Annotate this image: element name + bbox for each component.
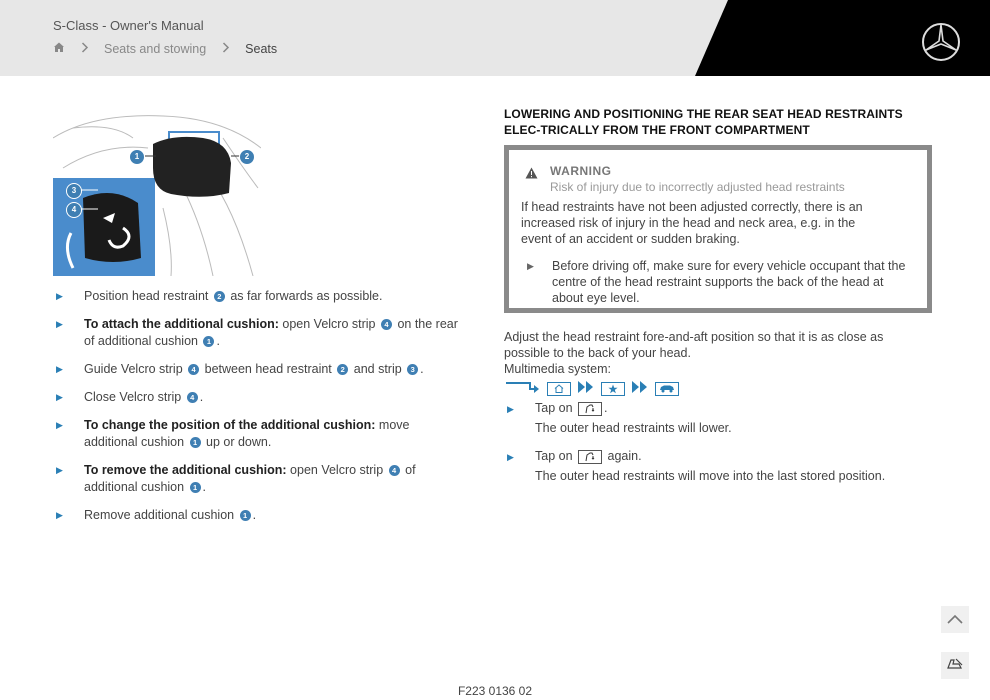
bullet-arrow-icon: ▶ — [56, 364, 63, 374]
warning-subtitle: Risk of injury due to incorrectly adjusted head restraints — [550, 180, 845, 194]
callout-4: 4 — [66, 202, 82, 218]
step-text: up or down. — [202, 435, 272, 449]
mercedes-star-icon — [921, 22, 961, 67]
callout-ref: 1 — [240, 510, 251, 521]
step-text: as far forwards as possible. — [226, 289, 383, 303]
tap-text: Tap on — [535, 449, 577, 463]
arrow-icon — [506, 379, 540, 398]
callout-ref: 3 — [407, 364, 418, 375]
bullet-arrow-icon: ▶ — [56, 392, 63, 402]
list-item — [53, 316, 463, 350]
step-heading: To remove the additional cushion: — [84, 463, 287, 477]
warning-step — [521, 258, 912, 306]
step-text: . — [216, 334, 220, 348]
tap-text: Tap on — [535, 401, 577, 415]
tap-result: The outer head restraints will lower. — [535, 421, 732, 435]
tap-text: again. — [604, 449, 642, 463]
step-text: . — [420, 362, 424, 376]
star-icon — [601, 382, 625, 396]
chevron-right-icon — [222, 42, 230, 56]
callout-ref: 1 — [190, 482, 201, 493]
head-restraint-illustration — [53, 108, 261, 276]
left-instruction-list — [53, 288, 463, 524]
step-text: and strip — [350, 362, 406, 376]
list-item — [53, 417, 463, 451]
callout-2: 2 — [239, 149, 255, 165]
tap-step-restore — [504, 446, 955, 486]
list-item — [53, 462, 463, 496]
section-title: LOWERING AND POSITIONING THE REAR SEAT HEAD RESTRAINTS ELEC-TRICALLY FROM THE FRONT COMPARTMENT — [504, 107, 903, 137]
step-text: . — [202, 480, 207, 494]
chevron-right-icon — [81, 42, 89, 56]
step-text: of additional cushion — [84, 463, 416, 494]
list-item — [53, 507, 463, 524]
callout-ref: 4 — [381, 319, 392, 330]
step-text: between head restraint — [201, 362, 336, 376]
step-text: move additional cushion — [84, 418, 410, 449]
step-text: . — [252, 508, 257, 522]
list-item — [53, 361, 463, 378]
double-chevron-icon — [578, 380, 594, 398]
callout-ref: 4 — [389, 465, 400, 476]
warning-box — [504, 145, 932, 313]
car-icon — [655, 382, 679, 396]
head-restraint-key-icon[interactable] — [578, 402, 602, 416]
tap-text: . — [604, 401, 608, 415]
list-item — [53, 389, 463, 406]
bullet-arrow-icon: ▶ — [507, 404, 514, 414]
tap-step-lower — [504, 398, 955, 438]
warning-triangle-icon — [525, 166, 538, 184]
multimedia-path — [506, 379, 679, 398]
callout-ref: 2 — [337, 364, 348, 375]
head-restraint-key-icon[interactable] — [578, 450, 602, 464]
callout-ref: 4 — [187, 392, 198, 403]
bullet-arrow-icon: ▶ — [56, 465, 63, 475]
seat-view-button[interactable] — [941, 652, 969, 679]
callout-ref: 1 — [203, 336, 214, 347]
tap-result: The outer head restraints will move into the last stored position. — [535, 469, 886, 483]
step-text: open Velcro strip — [278, 317, 379, 331]
scroll-top-button[interactable] — [941, 606, 969, 633]
figure-code: F223 0136 02 — [457, 684, 533, 698]
callout-ref: 4 — [188, 364, 199, 375]
step-text: Remove additional cushion — [84, 508, 238, 522]
car-seat-icon — [946, 656, 964, 675]
warning-step-text: Before driving off, make sure for every vehicle occupant that the centre of the head restraint supports the back of the head at about eye level. — [552, 259, 906, 305]
step-text: Position head restraint — [84, 289, 212, 303]
adjust-text: Adjust the head restraint fore-and-aft position so that it is as close as possible to the back of your head. — [504, 330, 884, 360]
adjust-instructions — [504, 329, 924, 377]
callout-3: 3 — [66, 183, 82, 199]
step-heading: To attach the additional cushion: — [84, 317, 279, 331]
step-text: Guide Velcro strip — [84, 362, 187, 376]
step-text: on the rear of additional cushion — [84, 317, 458, 348]
bullet-arrow-icon: ▶ — [56, 510, 63, 520]
home-icon[interactable] — [53, 41, 65, 56]
callout-1: 1 — [129, 149, 145, 165]
bullet-arrow-icon: ▶ — [56, 319, 63, 329]
breadcrumb — [53, 41, 277, 56]
multimedia-label: Multimedia system: — [504, 362, 611, 376]
step-text: open Velcro strip — [286, 463, 387, 477]
step-text: Close Velcro strip — [84, 390, 185, 404]
breadcrumb-current: Seats — [245, 41, 278, 56]
bullet-arrow-icon: ▶ — [56, 291, 63, 301]
bullet-arrow-icon: ▶ — [56, 420, 63, 430]
home-icon — [547, 382, 571, 396]
doc-title: S-Class - Owner's Manual — [53, 18, 204, 33]
scroll-top-icon — [947, 611, 963, 629]
warning-body: If head restraints have not been adjusted correctly, there is an increased risk of injury in the head and neck area, e.g. in the event of an accident or sudden braking. — [521, 200, 863, 246]
double-chevron-icon — [632, 380, 648, 398]
callout-ref: 1 — [190, 437, 201, 448]
callout-ref: 2 — [214, 291, 225, 302]
bullet-arrow-icon: ▶ — [507, 452, 514, 462]
bullet-arrow-icon: ▶ — [527, 261, 534, 271]
warning-title: WARNING — [550, 164, 612, 178]
list-item — [53, 288, 463, 305]
step-heading: To change the position of the additional cushion: — [84, 418, 376, 432]
step-text: . — [199, 390, 204, 404]
breadcrumb-seats-and-stowing[interactable]: Seats and stowing — [104, 41, 207, 56]
